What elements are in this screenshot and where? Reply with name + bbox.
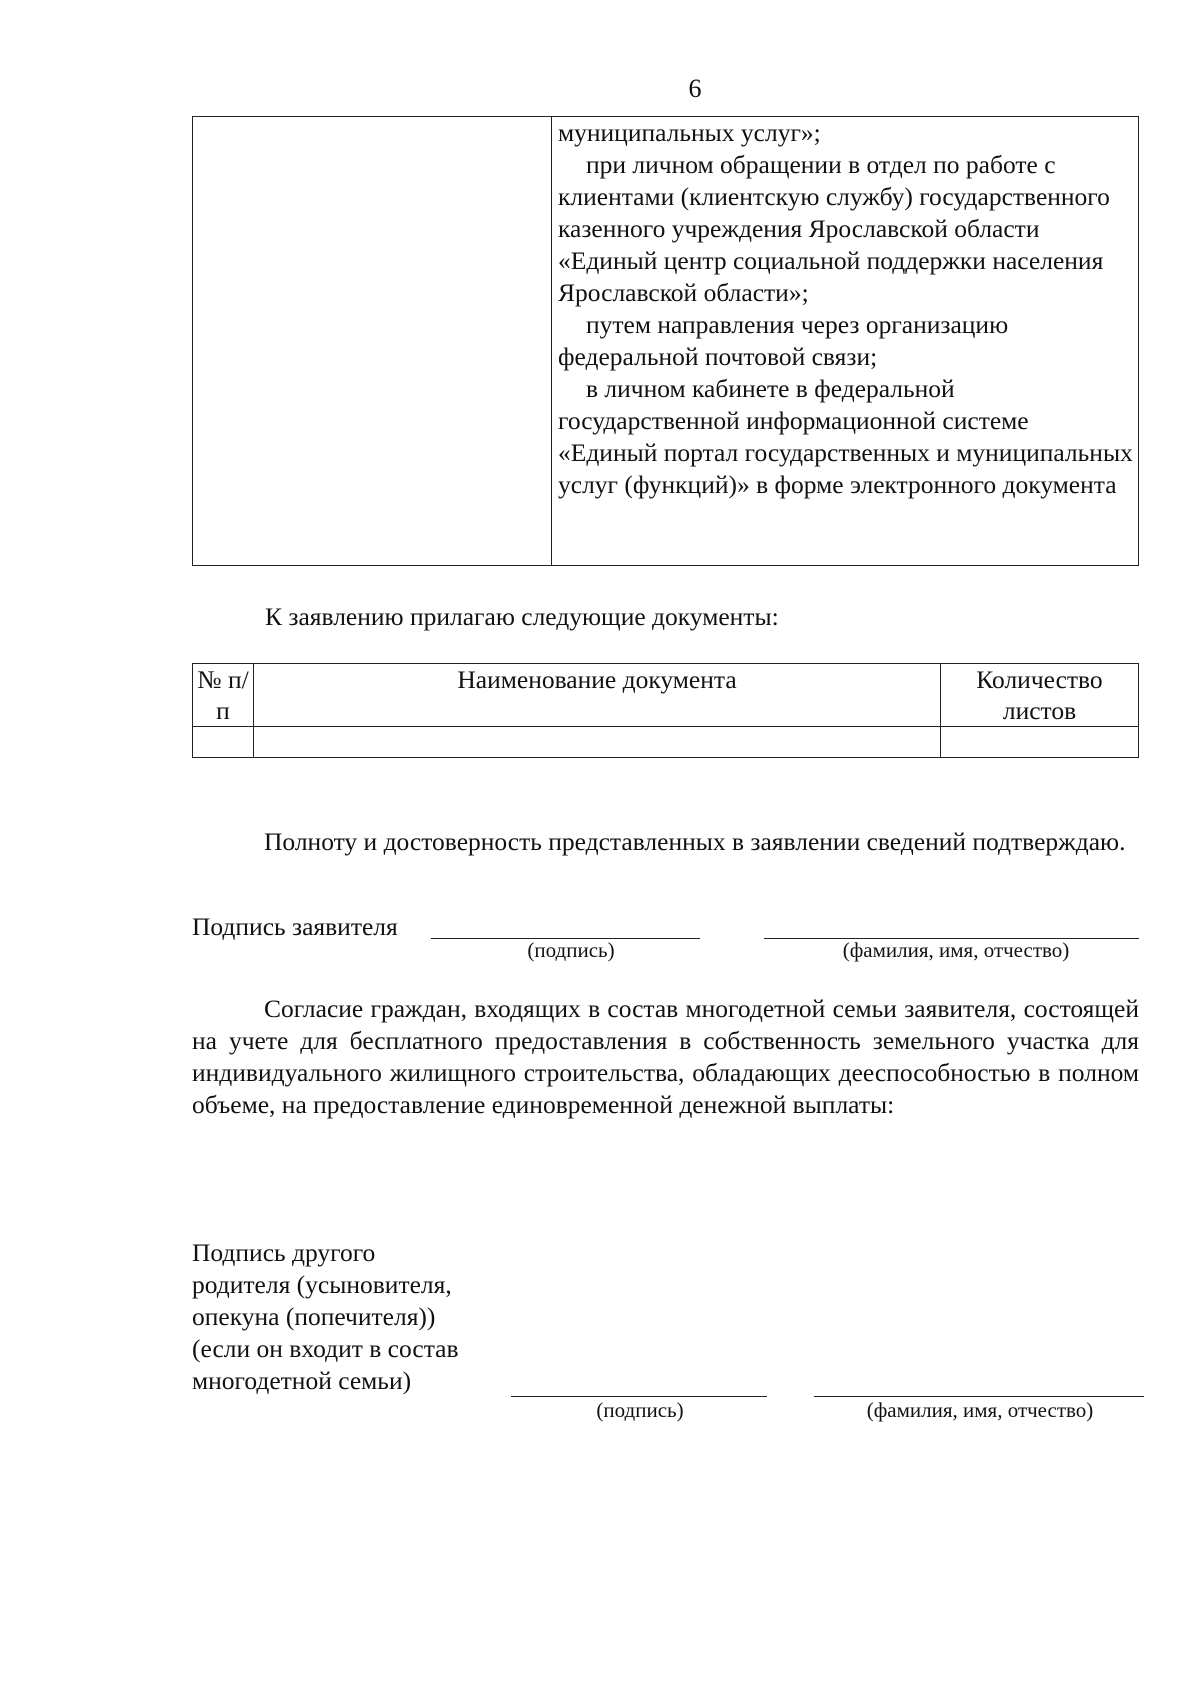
- other-parent-signature-line[interactable]: [511, 1396, 767, 1397]
- confirmation-text: Полноту и достоверность представленных в заявлении сведений подтверждаю.: [264, 827, 1126, 856]
- header-sheet-count: Количество листов: [941, 664, 1139, 727]
- other-parent-signature-caption: (подпись): [596, 1398, 684, 1422]
- attachments-empty-row: [193, 727, 1139, 758]
- other-parent-name-line[interactable]: [814, 1396, 1144, 1397]
- header-number: № п/п: [193, 664, 254, 727]
- delivery-method-text: в личном кабинете в федеральной государственной информационной системе «Единый портал государственных и муниципальных услуг (функций)» в форме электронного документа: [558, 374, 1133, 499]
- sheet-count-cell[interactable]: [941, 727, 1139, 758]
- number-cell[interactable]: [193, 727, 254, 758]
- label-line: родителя (усыновителя,: [192, 1270, 452, 1299]
- page-number: 6: [688, 74, 702, 103]
- other-parent-name-caption: (фамилия, имя, отчество): [866, 1398, 1094, 1422]
- consent-text: Согласие граждан, входящих в состав многодетной семьи заявителя, состоящей на учете для бесплатного предоставления в собственность земельного участка для индивидуального жилищного строительства, обладающих дееспособностью в полном объеме, на предоставление единовременной денежной выплаты:: [192, 994, 1139, 1119]
- document-name-cell[interactable]: [254, 727, 941, 758]
- label-line: (если он входит в состав: [192, 1334, 459, 1363]
- delivery-method-text: путем направления через организацию федеральной почтовой связи;: [558, 310, 1009, 371]
- label-line: Подпись другого: [192, 1238, 376, 1267]
- other-parent-signature-label: [192, 1237, 459, 1397]
- label-line: опекуна (попечителя)): [192, 1302, 436, 1331]
- label-line: многодетной семьи): [192, 1366, 412, 1395]
- empty-cell: [193, 117, 552, 566]
- delivery-methods-table: [192, 116, 1139, 566]
- applicant-signature-label: Подпись заявителя: [192, 912, 398, 941]
- delivery-method-text: при личном обращении в отдел по работе с клиентами (клиентскую службу) государственного казенного учреждения Ярославской области «Единый центр социальной поддержки населения Ярославской области»;: [558, 150, 1110, 307]
- applicant-name-caption: (фамилия, имя, отчество): [842, 938, 1070, 962]
- attachments-intro: К заявлению прилагаю следующие документы:: [265, 602, 779, 631]
- applicant-signature-caption: (подпись): [527, 938, 615, 962]
- delivery-method-text: муниципальных услуг»;: [558, 118, 821, 147]
- attachments-table: [192, 663, 1139, 758]
- delivery-methods-cell: [552, 117, 1139, 566]
- attachments-header-row: [193, 664, 1139, 727]
- header-document-name: Наименование документа: [254, 664, 941, 727]
